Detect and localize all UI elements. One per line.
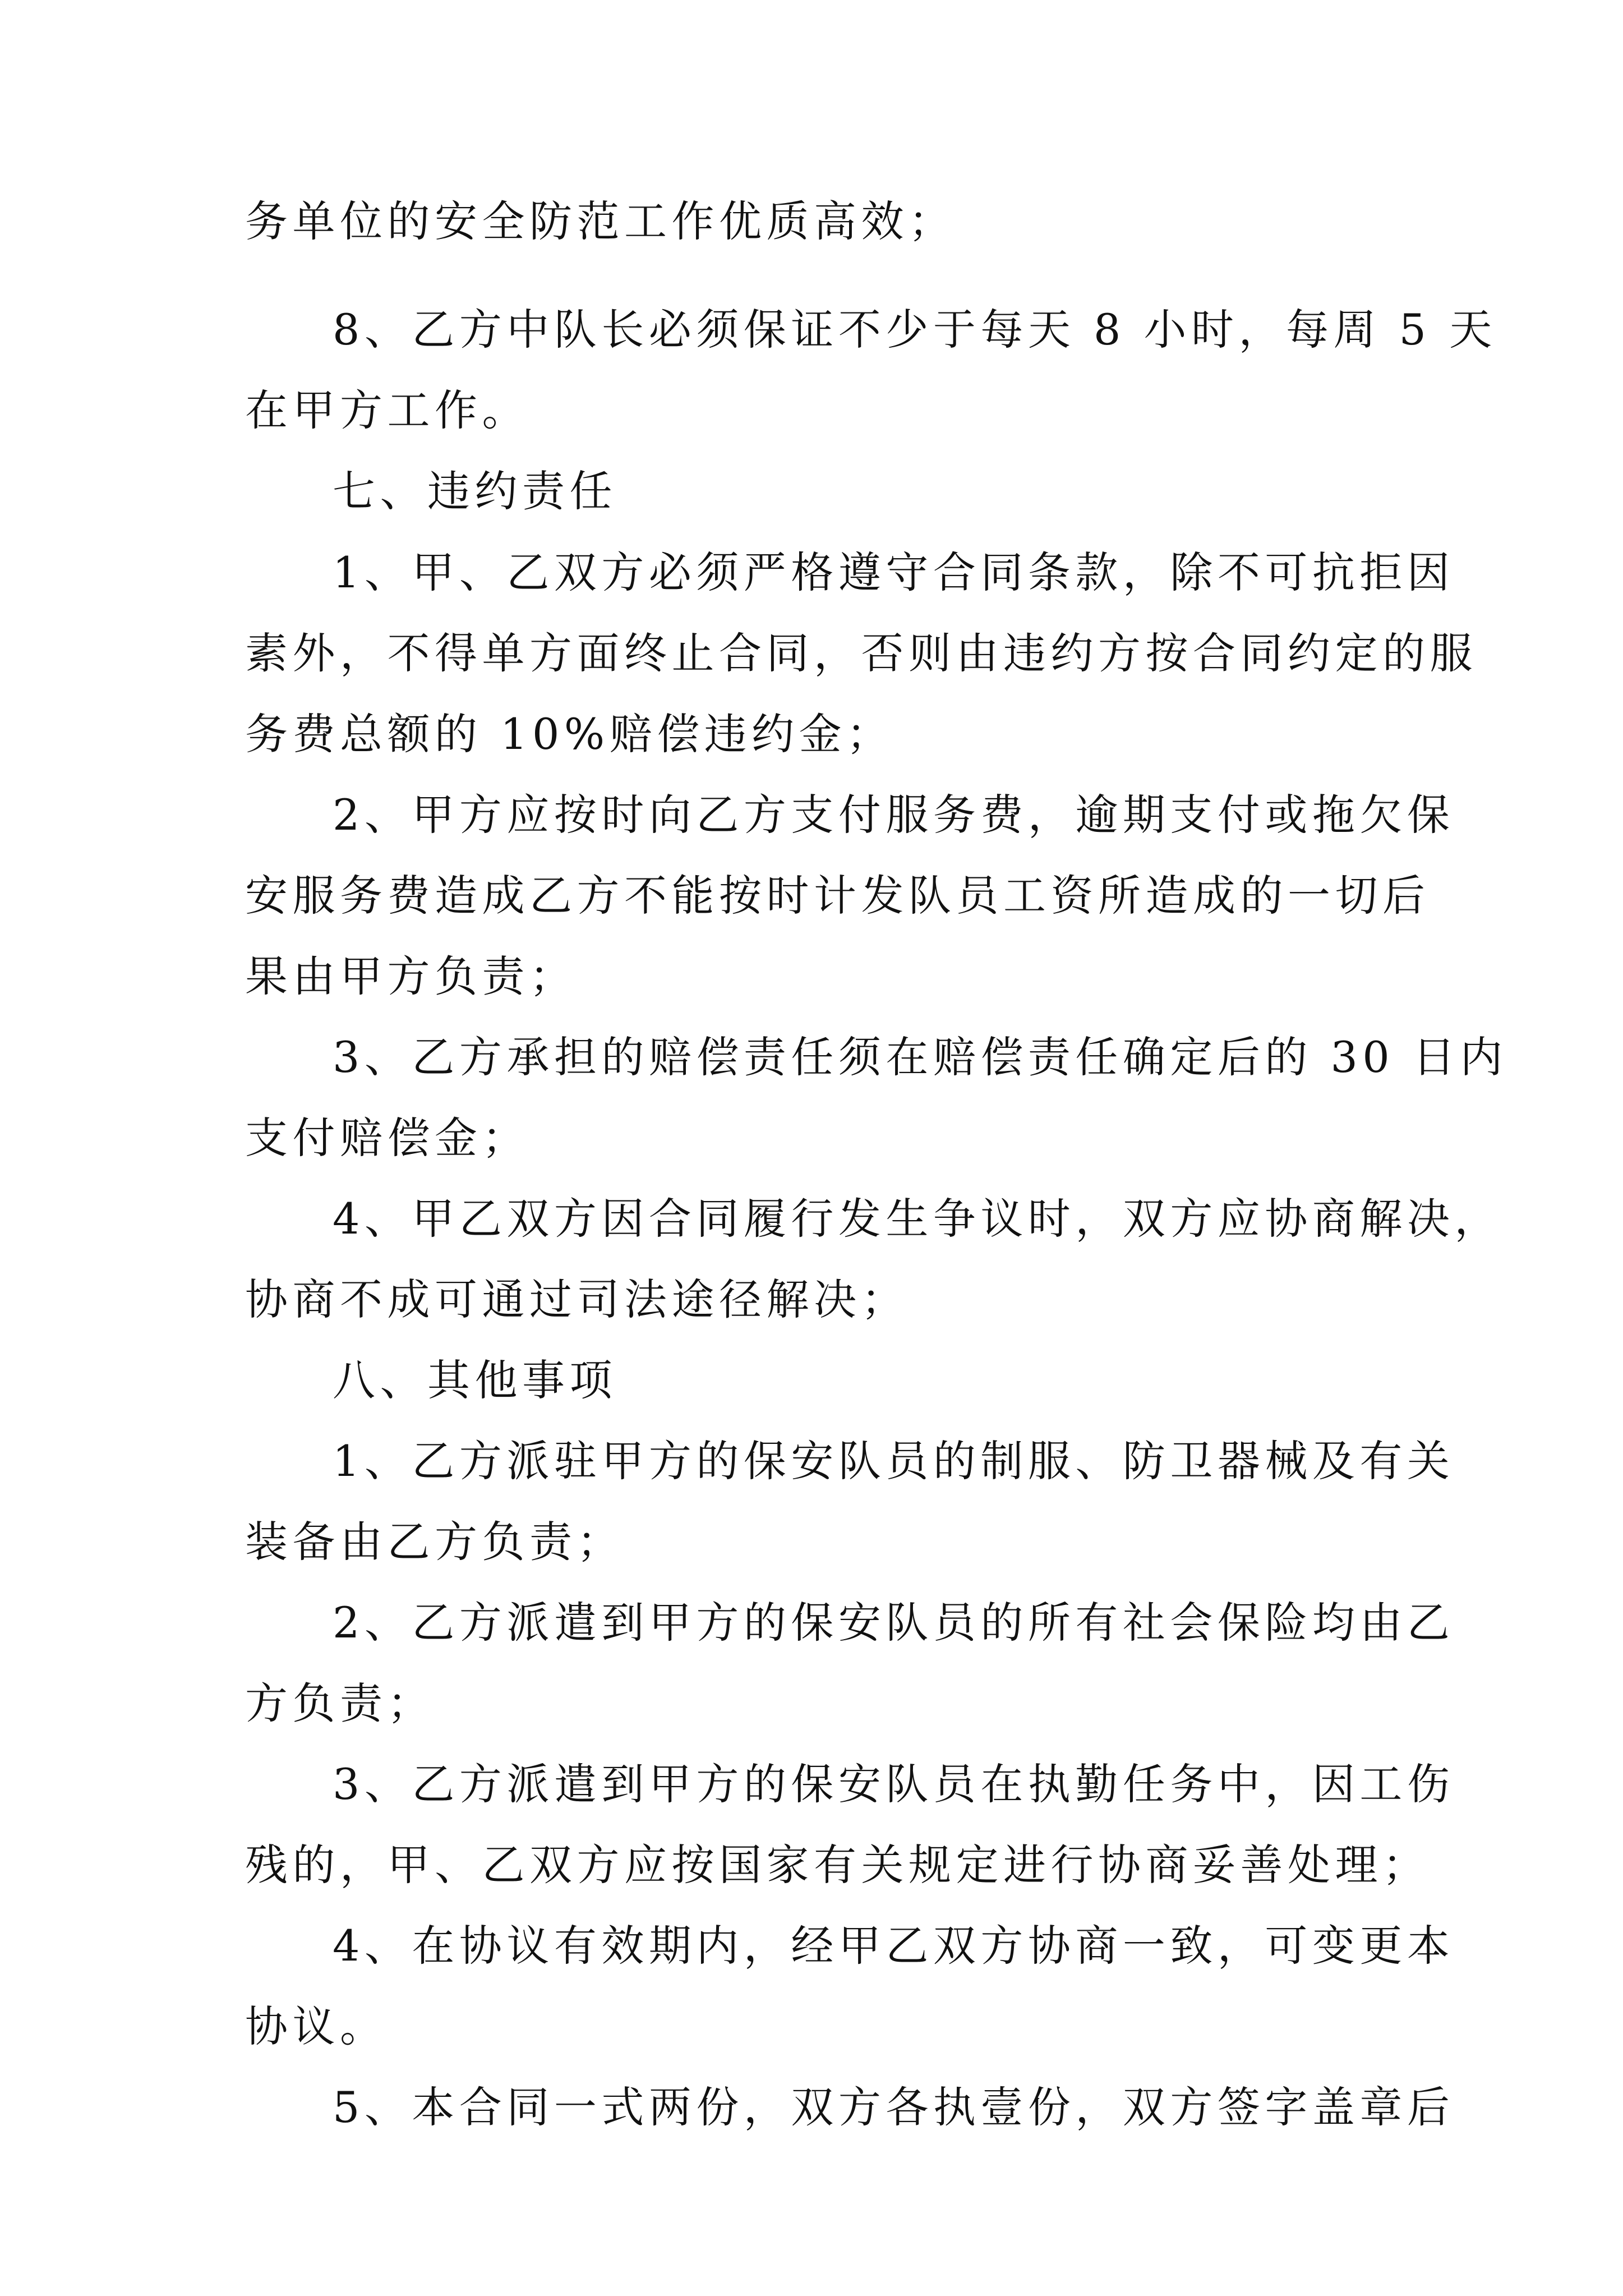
text-line: 5、本合同一式两份，双方各执壹份，双方签字盖章后 bbox=[333, 2082, 1455, 2132]
text-line: 3、乙方承担的赔偿责任须在赔偿责任确定后的 30 日内 bbox=[333, 1032, 1507, 1082]
text-line: 协商不成可通过司法途径解决； bbox=[245, 1274, 909, 1324]
text-line: 果由甲方负责； bbox=[245, 951, 577, 1001]
section-heading: 八、其他事项 bbox=[333, 1355, 617, 1405]
text-line: 残的，甲、乙双方应按国家有关规定进行协商妥善处理； bbox=[245, 1840, 1430, 1890]
text-line: 安服务费造成乙方不能按时计发队员工资所造成的一切后 bbox=[245, 871, 1430, 921]
text-line: 在甲方工作。 bbox=[245, 385, 529, 435]
text-line: 2、乙方派遣到甲方的保安队员的所有社会保险均由乙 bbox=[333, 1598, 1455, 1648]
text-line: 4、甲乙双方因合同履行发生争议时，双方应协商解决， bbox=[333, 1194, 1502, 1244]
section-heading: 七、违约责任 bbox=[333, 466, 617, 516]
text-line: 2、甲方应按时向乙方支付服务费，逾期支付或拖欠保 bbox=[333, 790, 1455, 840]
text-line: 务单位的安全防范工作优质高效； bbox=[245, 196, 956, 246]
text-line: 3、乙方派遣到甲方的保安队员在执勤任务中，因工伤 bbox=[333, 1759, 1455, 1809]
text-line: 协议。 bbox=[245, 2001, 388, 2051]
text-line: 8、乙方中队长必须保证不少于每天 8 小时，每周 5 天 bbox=[333, 305, 1497, 355]
text-line: 1、甲、乙双方必须严格遵守合同条款，除不可抗拒因 bbox=[333, 547, 1455, 597]
text-line: 1、乙方派驻甲方的保安队员的制服、防卫器械及有关 bbox=[333, 1436, 1455, 1486]
text-line: 4、在协议有效期内，经甲乙双方协商一致，可变更本 bbox=[333, 1921, 1455, 1971]
text-line: 方负责； bbox=[245, 1678, 435, 1728]
text-line: 务费总额的 10%赔偿违约金； bbox=[245, 709, 894, 759]
text-line: 素外，不得单方面终止合同，否则由违约方按合同约定的服 bbox=[245, 628, 1477, 678]
text-line: 支付赔偿金； bbox=[245, 1113, 529, 1163]
text-line: 装备由乙方负责； bbox=[245, 1517, 624, 1567]
